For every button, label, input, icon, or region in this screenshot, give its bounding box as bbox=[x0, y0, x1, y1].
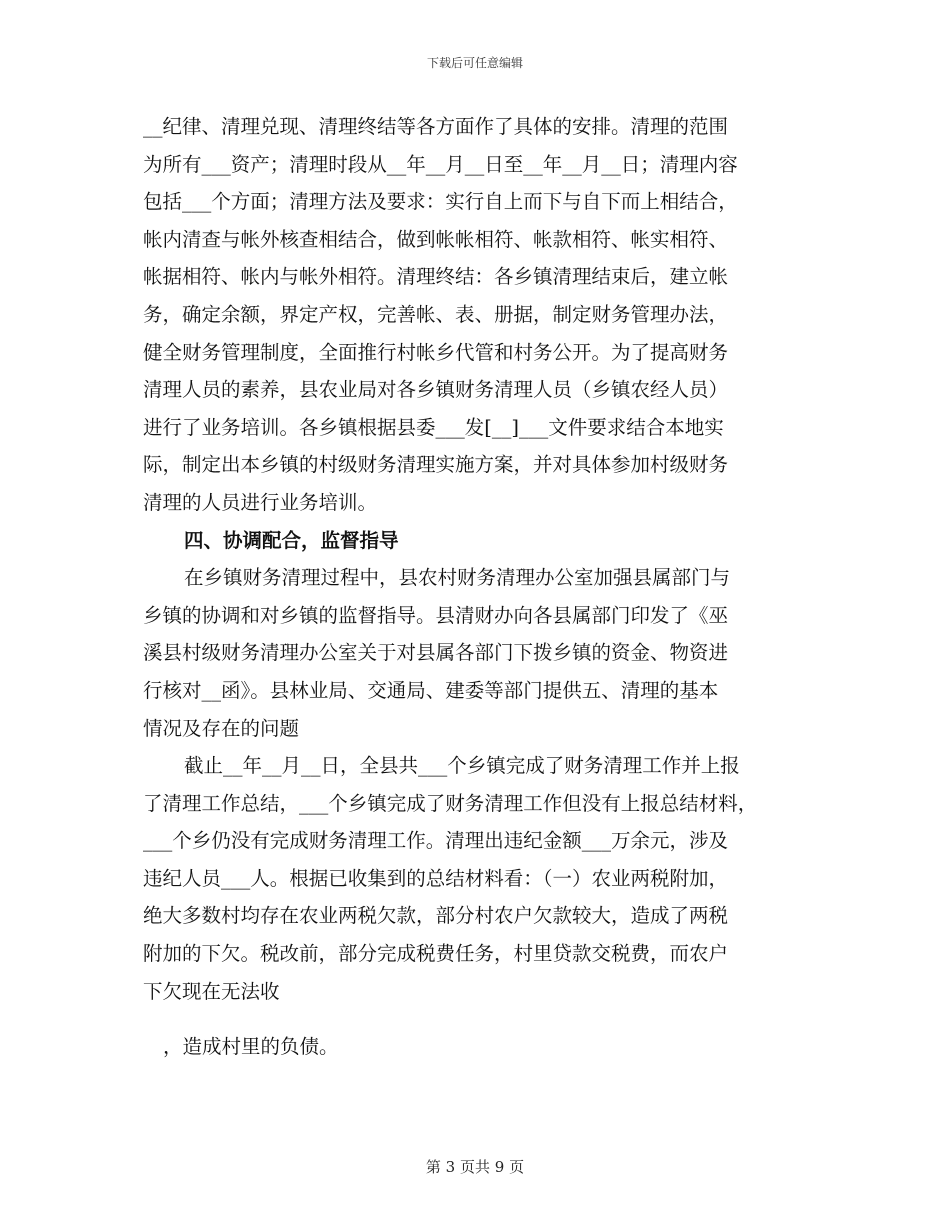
text-line: 下欠现在无法收 bbox=[143, 979, 280, 1003]
text-line: 健全财务管理制度，全面推行村帐乡代管和村务公开。为了提高财务 bbox=[143, 340, 729, 364]
text-line: ___个乡仍没有完成财务清理工作。清理出违纪金额___万余元，涉及 bbox=[143, 829, 729, 853]
text-line: 务，确定余额，界定产权，完善帐、表、册据，制定财务管理办法， bbox=[143, 302, 729, 326]
page-header: 下载后可任意编辑 bbox=[426, 56, 523, 70]
text-line: ，造成村里的负债。 bbox=[163, 1035, 339, 1059]
text-line: 清理人员的素养，县农业局对各乡镇财务清理人员（乡镇农经人员） bbox=[143, 378, 729, 402]
text-line: 了清理工作总结，___个乡镇完成了财务清理工作但没有上报总结材料， bbox=[143, 791, 758, 815]
text-line: 帐据相符、帐内与帐外相符。清理终结：各乡镇清理结束后，建立帐 bbox=[143, 265, 729, 289]
document-body bbox=[143, 108, 813, 1066]
text-line: 包括___个方面；清理方法及要求：实行自上而下与自下而上相结合， bbox=[143, 190, 738, 214]
page-footer: 第 3 页共 9 页 bbox=[425, 1158, 525, 1176]
text-line: 乡镇的协调和对乡镇的监督指导。县清财办向各县属部门印发了《巫 bbox=[143, 603, 729, 627]
text-line: 际，制定出本乡镇的村级财务清理实施方案，并对具体参加村级财务 bbox=[143, 453, 729, 477]
text-line: 违纪人员___人。根据已收集到的总结材料看：（一）农业两税附加， bbox=[143, 866, 729, 890]
text-line: 为所有___资产；清理时段从__年__月__日至__年__月__日；清理内容 bbox=[143, 152, 738, 176]
text-line: 在乡镇财务清理过程中，县农村财务清理办公室加强县属部门与 bbox=[184, 566, 731, 590]
text-line: __纪律、清理兑现、清理终结等各方面作了具体的安排。清理的范围 bbox=[143, 115, 729, 138]
text-line: 截止__年__月__日，全县共___个乡镇完成了财务清理工作并上报 bbox=[184, 754, 740, 778]
text-line: 绝大多数村均存在农业两税欠款，部分村农户欠款较大，造成了两税 bbox=[143, 904, 729, 928]
text-line: 进行了业务培训。各乡镇根据县委___发[__]___文件要求结合本地实 bbox=[143, 415, 724, 439]
text-line: 溪县村级财务清理办公室关于对县属各部门下拨乡镇的资金、物资进 bbox=[143, 641, 729, 665]
text-line: 行核对__函》。县林业局、交通局、建委等部门提供五、清理的基本 bbox=[143, 678, 719, 702]
section-heading: 四、协调配合，监督指导 bbox=[184, 528, 399, 552]
text-line: 帐内清查与帐外核查相结合，做到帐帐相符、帐款相符、帐实相符、 bbox=[143, 227, 729, 251]
text-line: 清理的人员进行业务培训。 bbox=[143, 490, 378, 514]
text-line: 附加的下欠。税改前，部分完成税费任务，村里贷款交税费，而农户 bbox=[143, 942, 729, 966]
text-line: 情况及存在的问题 bbox=[143, 716, 300, 740]
